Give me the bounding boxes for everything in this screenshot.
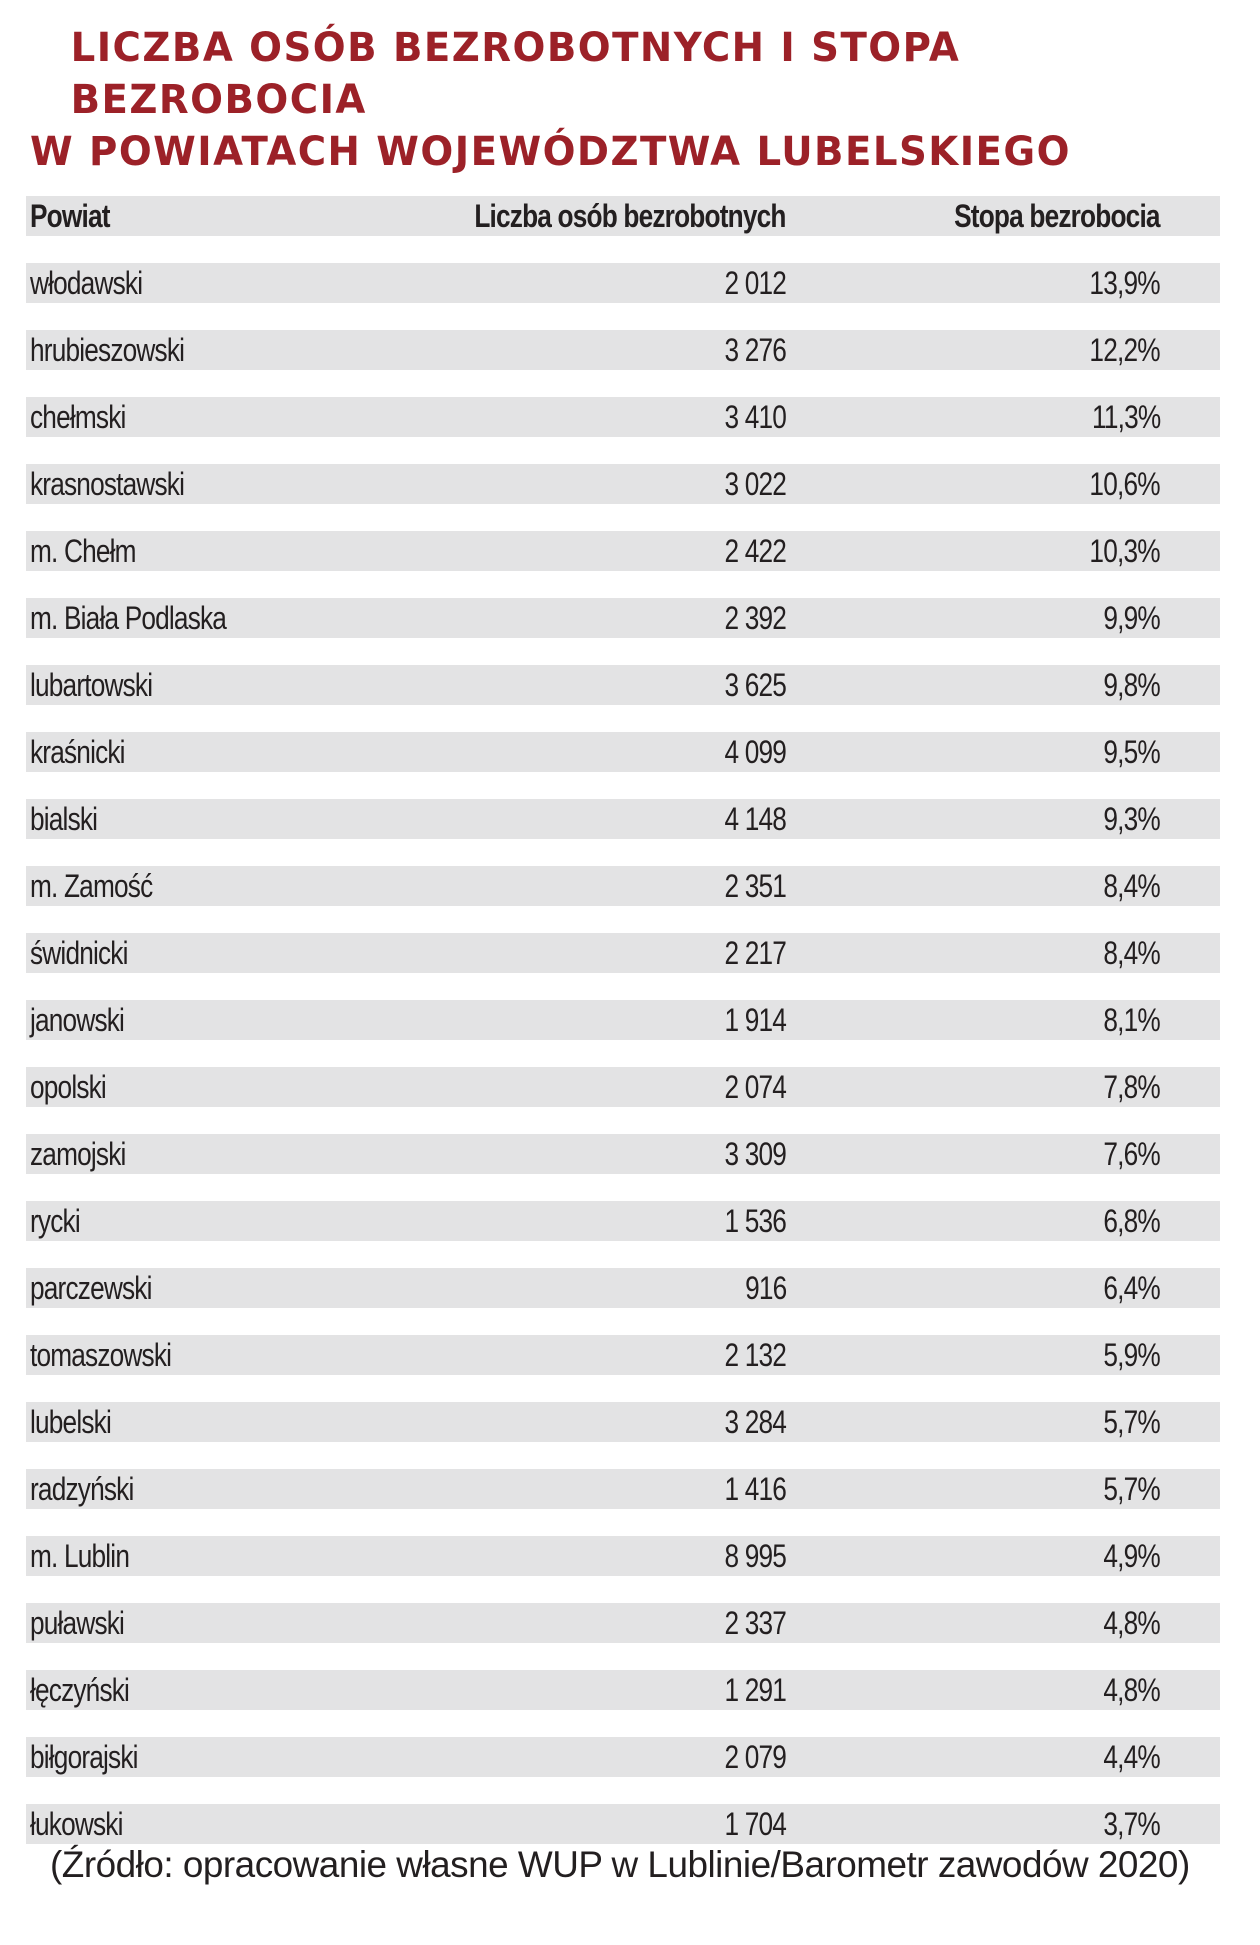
table-row	[26, 1067, 1220, 1107]
unemployed-count-cell: 916	[744, 1270, 786, 1306]
table-row	[26, 1804, 1220, 1844]
table-body	[26, 263, 1220, 1844]
page-title	[30, 22, 1260, 178]
powiat-cell: bialski	[30, 801, 98, 837]
unemployed-count-cell: 3 284	[724, 1404, 786, 1440]
powiat-cell: rycki	[30, 1203, 80, 1239]
powiat-cell: opolski	[30, 1069, 106, 1105]
unemployment-rate-cell: 5,7%	[1103, 1404, 1160, 1440]
unemployment-rate-cell: 12,2%	[1089, 332, 1160, 368]
title-line-2: W POWIATACH WOJEWÓDZTWA LUBELSKIEGO	[30, 129, 1071, 175]
unemployment-table	[26, 196, 1220, 1871]
table-row	[26, 866, 1220, 906]
powiat-cell: m. Chełm	[30, 533, 136, 569]
powiat-cell: m. Zamość	[30, 868, 153, 904]
table-row	[26, 397, 1220, 437]
unemployment-rate-cell: 11,3%	[1091, 399, 1160, 435]
unemployment-rate-cell: 9,3%	[1103, 801, 1160, 837]
table-row	[26, 1536, 1220, 1576]
unemployment-rate-cell: 9,5%	[1103, 734, 1160, 770]
unemployment-rate-cell: 8,4%	[1103, 868, 1160, 904]
title-line-1: LICZBA OSÓB BEZROBOTNYCH I STOPA BEZROBOCIA	[70, 25, 961, 123]
unemployment-rate-cell: 6,4%	[1103, 1270, 1160, 1306]
table-row	[26, 799, 1220, 839]
table-row	[26, 1000, 1220, 1040]
unemployed-count-cell: 4 148	[724, 801, 786, 837]
powiat-cell: chełmski	[30, 399, 126, 435]
unemployment-rate-cell: 5,9%	[1103, 1337, 1160, 1373]
unemployed-count-cell: 1 914	[724, 1002, 786, 1038]
unemployment-rate-cell: 4,8%	[1103, 1672, 1160, 1708]
powiat-cell: świdnicki	[30, 935, 128, 971]
powiat-cell: kraśnicki	[30, 734, 125, 770]
powiat-cell: łukowski	[30, 1806, 123, 1842]
unemployed-count-cell: 3 410	[724, 399, 786, 435]
unemployment-rate-cell: 6,8%	[1103, 1203, 1160, 1239]
unemployed-count-cell: 2 351	[724, 868, 786, 904]
unemployed-count-cell: 1 416	[724, 1471, 786, 1507]
header-powiat: Powiat	[30, 198, 110, 234]
unemployed-count-cell: 2 422	[724, 533, 786, 569]
unemployment-rate-cell: 8,4%	[1103, 935, 1160, 971]
header-unemployed-count: Liczba osób bezrobotnych	[474, 198, 786, 234]
unemployment-rate-cell: 13,9%	[1089, 265, 1160, 301]
table-row	[26, 933, 1220, 973]
unemployed-count-cell: 2 079	[724, 1739, 786, 1775]
unemployed-count-cell: 1 536	[724, 1203, 786, 1239]
table-row	[26, 1268, 1220, 1308]
header-unemployment-rate: Stopa bezrobocia	[954, 198, 1160, 234]
unemployment-rate-cell: 9,9%	[1103, 600, 1160, 636]
powiat-cell: krasnostawski	[30, 466, 185, 502]
unemployed-count-cell: 3 276	[724, 332, 786, 368]
table-row	[26, 330, 1220, 370]
table-row	[26, 531, 1220, 571]
unemployment-rate-cell: 4,9%	[1103, 1538, 1160, 1574]
table-row	[26, 263, 1220, 303]
unemployed-count-cell: 2 074	[724, 1069, 786, 1105]
unemployment-rate-cell: 7,6%	[1103, 1136, 1160, 1172]
source-note: (Źródło: opracowanie własne WUP w Lublinie/Barometr zawodów 2020)	[50, 1844, 1190, 1885]
powiat-cell: włodawski	[30, 265, 143, 301]
table-row	[26, 665, 1220, 705]
unemployed-count-cell: 3 625	[724, 667, 786, 703]
unemployed-count-cell: 1 704	[724, 1806, 786, 1842]
unemployed-count-cell: 2 217	[724, 935, 786, 971]
table-row	[26, 1201, 1220, 1241]
powiat-cell: hrubieszowski	[30, 332, 185, 368]
table-row	[26, 464, 1220, 504]
table-row	[26, 1603, 1220, 1643]
unemployed-count-cell: 3 022	[724, 466, 786, 502]
table-row	[26, 1670, 1220, 1710]
powiat-cell: radzyński	[30, 1471, 134, 1507]
unemployed-count-cell: 3 309	[724, 1136, 786, 1172]
unemployment-rate-cell: 10,6%	[1089, 466, 1160, 502]
unemployment-rate-cell: 10,3%	[1089, 533, 1160, 569]
table-row	[26, 1335, 1220, 1375]
powiat-cell: m. Lublin	[30, 1538, 130, 1574]
unemployment-rate-cell: 3,7%	[1103, 1806, 1160, 1842]
powiat-cell: puławski	[30, 1605, 125, 1641]
table-row	[26, 1134, 1220, 1174]
unemployed-count-cell: 2 392	[724, 600, 786, 636]
powiat-cell: parczewski	[30, 1270, 152, 1306]
unemployment-rate-cell: 8,1%	[1103, 1002, 1160, 1038]
powiat-cell: janowski	[30, 1002, 125, 1038]
table-header-row	[26, 196, 1220, 236]
powiat-cell: tomaszowski	[30, 1337, 172, 1373]
powiat-cell: łęczyński	[30, 1672, 130, 1708]
table-row	[26, 598, 1220, 638]
table-row	[26, 1737, 1220, 1777]
unemployed-count-cell: 8 995	[724, 1538, 786, 1574]
powiat-cell: lubelski	[30, 1404, 111, 1440]
powiat-cell: zamojski	[30, 1136, 126, 1172]
unemployment-rate-cell: 4,4%	[1103, 1739, 1160, 1775]
table-row	[26, 1402, 1220, 1442]
unemployed-count-cell: 2 132	[724, 1337, 786, 1373]
unemployment-rate-cell: 5,7%	[1103, 1471, 1160, 1507]
table-row	[26, 1469, 1220, 1509]
unemployed-count-cell: 1 291	[724, 1672, 786, 1708]
powiat-cell: biłgorajski	[30, 1739, 138, 1775]
unemployment-rate-cell: 4,8%	[1103, 1605, 1160, 1641]
unemployed-count-cell: 2 337	[724, 1605, 786, 1641]
powiat-cell: lubartowski	[30, 667, 153, 703]
unemployed-count-cell: 4 099	[724, 734, 786, 770]
table-row	[26, 732, 1220, 772]
unemployment-rate-cell: 9,8%	[1103, 667, 1160, 703]
unemployment-rate-cell: 7,8%	[1103, 1069, 1160, 1105]
unemployed-count-cell: 2 012	[724, 265, 786, 301]
powiat-cell: m. Biała Podlaska	[30, 600, 227, 636]
